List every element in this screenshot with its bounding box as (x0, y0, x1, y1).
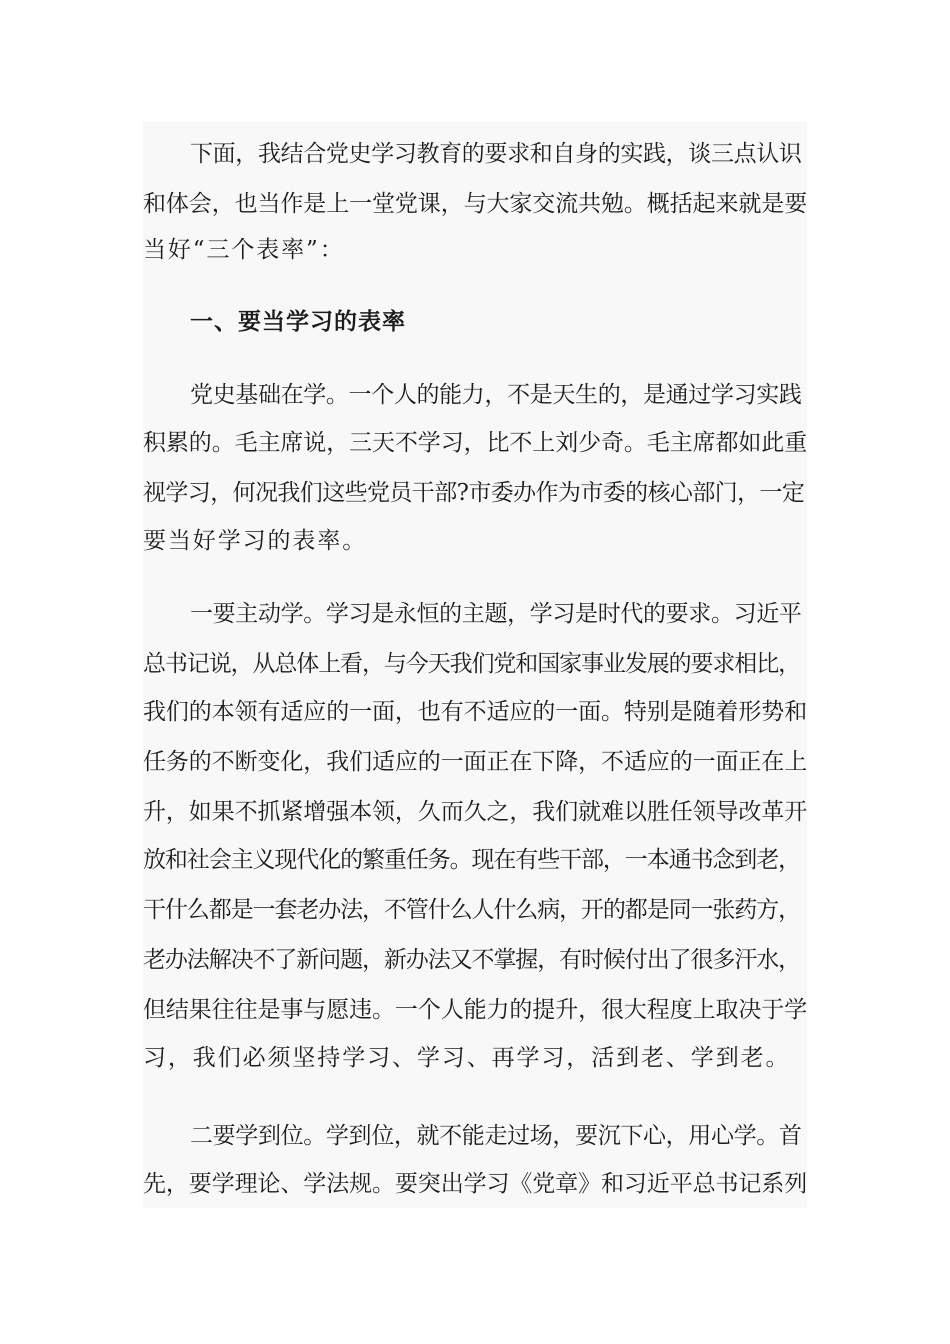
para-2-line-10: 习，我们必须坚持学习、学习、再学习，活到老、学到老。 (143, 1045, 791, 1071)
para-1-line-2: 积累的。毛主席说，三天不学习，比不上刘少奇。毛主席都如此重 (143, 430, 808, 456)
para-2-line-1: 一要主动学。学习是永恒的主题，学习是时代的要求。习近平 (190, 601, 802, 627)
para-2-line-5: 升，如果不抓紧增强本领，久而久之，我们就难以胜任领导改革开 (143, 799, 808, 825)
para-3-line-2: 先，要学理论、学法规。要突出学习《党章》和习近平总书记系列 (143, 1171, 808, 1197)
para-2-line-4: 任务的不断变化，我们适应的一面正在下降，不适应的一面正在上 (143, 749, 808, 775)
para-1-line-3: 视学习，何况我们这些党员干部?市委办作为市委的核心部门，一定 (143, 480, 805, 506)
intro-line-1: 下面，我结合党史学习教育的要求和自身的实践，谈三点认识 (190, 141, 802, 167)
para-2-line-3: 我们的本领有适应的一面，也有不适应的一面。特别是随着形势和 (143, 699, 808, 725)
para-3-line-1: 二要学到位。学到位，就不能走过场，要沉下心，用心学。首 (190, 1123, 802, 1149)
section-heading: 一、要当学习的表率 (190, 309, 406, 335)
para-2-line-8: 老办法解决不了新问题，新办法又不掌握，有时候付出了很多汗水， (143, 947, 801, 973)
para-2-line-9: 但结果往往是事与愿违。一个人能力的提升，很大程度上取决于学 (143, 997, 808, 1023)
para-2-line-7: 干什么都是一套老办法，不管什么人什么病，开的都是同一张药方， (143, 897, 801, 923)
document-page (143, 122, 807, 1208)
intro-line-2: 和体会，也当作是上一堂党课，与大家交流共勉。概括起来就是要 (143, 191, 808, 217)
para-1-line-1: 党史基础在学。一个人的能力，不是天生的，是通过学习实践 (190, 382, 802, 408)
para-1-line-4: 要当好学习的表率。 (143, 528, 368, 554)
intro-line-3: 当好“三个表率”： (143, 237, 345, 263)
para-2-line-6: 放和社会主义现代化的繁重任务。现在有些干部，一本通书念到老， (143, 847, 801, 873)
para-2-line-2: 总书记说，从总体上看，与今天我们党和国家事业发展的要求相比， (143, 651, 801, 677)
